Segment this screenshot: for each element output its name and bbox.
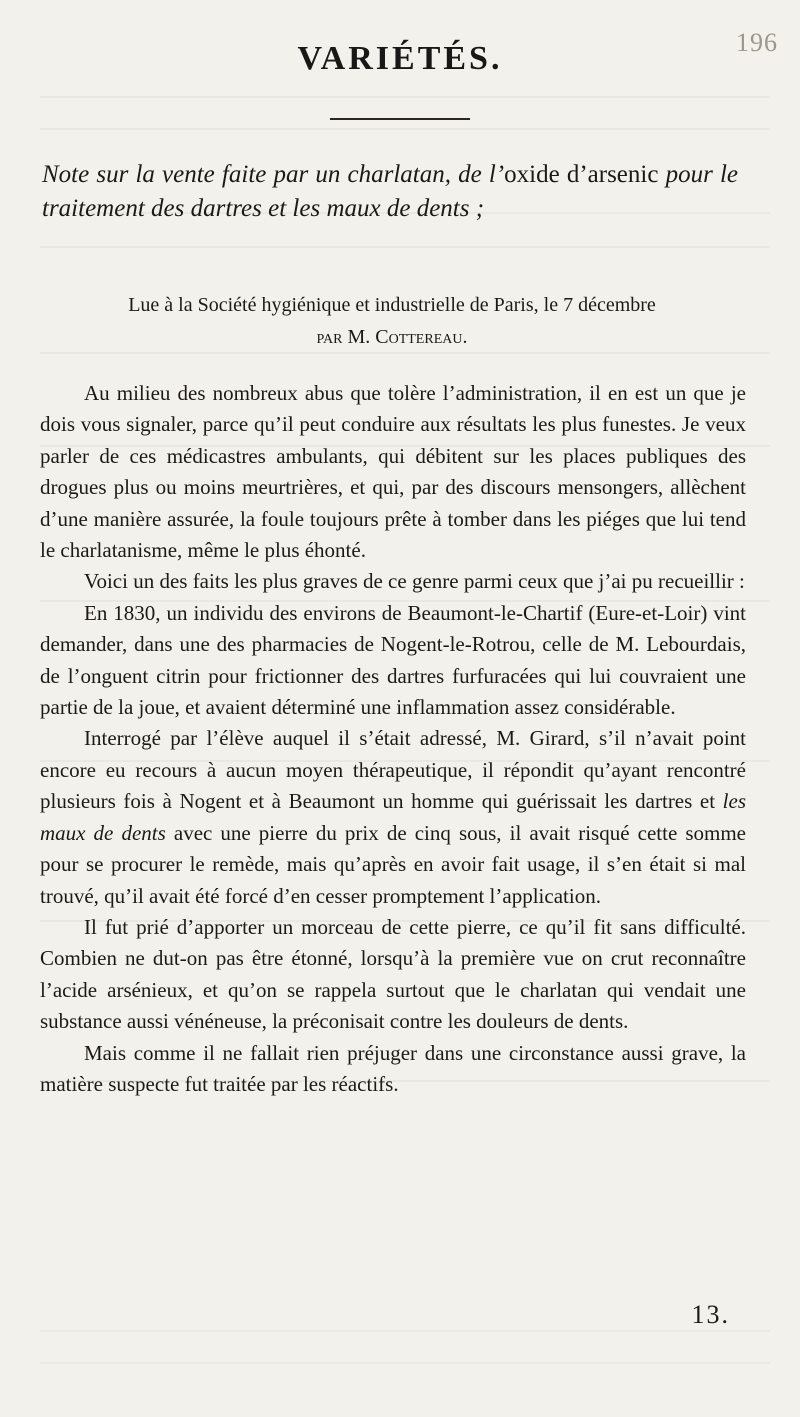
paragraph: Au milieu des nombreux abus que tolère l’administration, il en est un que je dois vous signaler, parce qu’il peut conduire aux résultats les plus funestes. Je veux parler de ces médicastres ambulants, qui débitent sur les places publiques des drogues plus ou moins meurtrières, et qui, par des discours mensongers, allèchent d’une manière assurée, la foule toujours prête à tomber dans les piéges que lui tend le charlatanisme, même le plus éhonté. bbox=[40, 381, 746, 563]
paragraph bbox=[40, 723, 746, 911]
paragraph-text: avec une pierre du prix de cinq sous, il avait risqué cette somme pour se procurer le remède, mais qu’après en avoir fait usage, il s’en était si mal trouvé, qu’il avait été forcé d’en cesser promptement l’application. bbox=[40, 820, 746, 908]
show-through-line bbox=[40, 352, 770, 354]
title-divider bbox=[330, 118, 470, 120]
signature-mark: 13. bbox=[691, 1300, 730, 1329]
article-title bbox=[42, 158, 738, 226]
article-body bbox=[40, 378, 746, 1100]
paragraph: Il fut prié d’apporter un morceau de cette pierre, ce qu’il fit sans difficulté. Combien ne dut-on pas être étonné, lorsqu’à la première vue on crut reconnaître l’acide arsénieux, et qu’on se rappela surtout que le charlatan qui vendait une substance aussi vénéneuse, la préconisait contre les douleurs de dents. bbox=[40, 914, 746, 1034]
show-through-line bbox=[40, 1330, 770, 1332]
paragraph: Mais comme il ne fallait rien préjuger dans une circonstance aussi grave, la matière suspecte fut traitée par les réactifs. bbox=[40, 1040, 746, 1096]
author-line: par M. Cottereau. bbox=[316, 326, 468, 348]
paragraph: En 1830, un individu des environs de Beaumont-le-Chartif (Eure-et-Loir) vint demander, dans une des pharmacies de Nogent-le-Rotrou, celle de M. Lebourdais, de l’onguent citrin pour frictionner des dartres furfuracées qui lui couvraient une partie de la joue, et avaient déterminé une inflammation assez considérable. bbox=[40, 600, 746, 720]
article-title-italic-1: Note sur la vente faite par un charlatan, de l’ bbox=[42, 161, 505, 188]
read-at-line: Lue à la Société hygiénique et industrielle de Paris, le 7 décembre bbox=[128, 294, 656, 316]
paragraph-italic-text: les maux de dents bbox=[40, 789, 746, 845]
page-number: 196 bbox=[736, 28, 778, 57]
article-title-italic-2: pour le traitement des dartres et les maux de dents ; bbox=[42, 161, 739, 222]
show-through-line bbox=[40, 246, 770, 248]
paragraph: Voici un des faits les plus graves de ce genre parmi ceux que j’ai pu recueillir : bbox=[84, 569, 745, 594]
article-title-roman: oxide d’arsenic bbox=[504, 161, 659, 188]
show-through-line bbox=[40, 1362, 770, 1364]
show-through-line bbox=[40, 96, 770, 98]
section-title: VARIÉTÉS. bbox=[297, 40, 503, 77]
paragraph-text: Interrogé par l’élève auquel il s’était adressé, M. Girard, s’il n’avait point encore eu recours à aucun moyen thérapeutique, il répondit qu’ayant rencontré plusieurs fois à Nogent et à Beaumont un homme qui guérissait les dartres et bbox=[40, 726, 746, 814]
show-through-line bbox=[40, 128, 770, 130]
